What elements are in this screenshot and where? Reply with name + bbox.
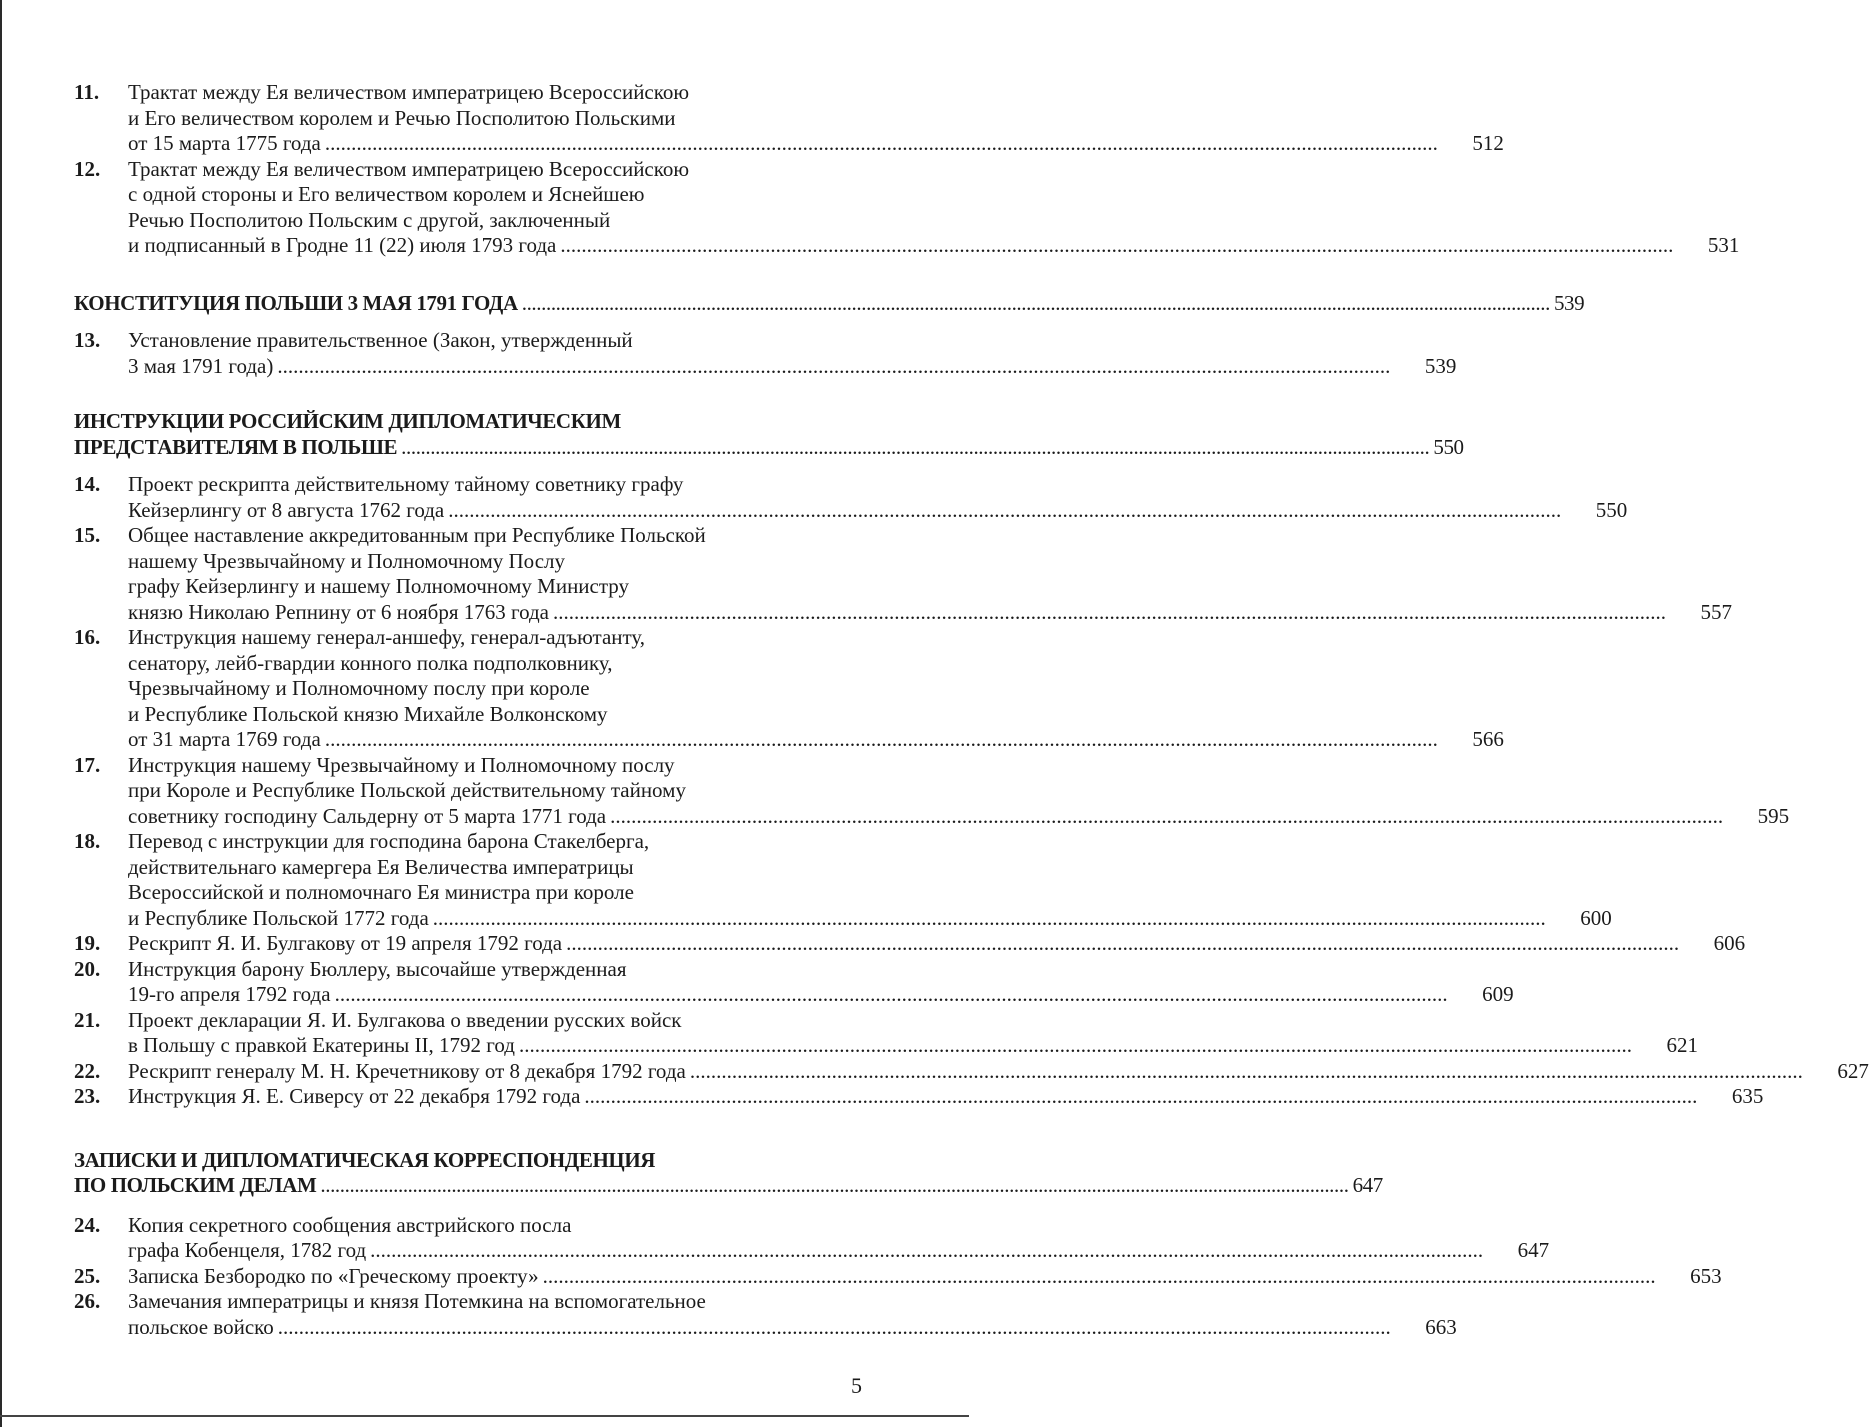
dot-leader [278,1315,1391,1341]
dot-leader [543,1264,1656,1290]
toc-line-last [128,1084,1763,1110]
dot-leader [584,1084,1697,1110]
entry-title [128,1264,1722,1290]
toc-line-text: Копия секретного сообщения австрийского посла [128,1212,572,1237]
dot-leader [325,131,1438,157]
toc-line [128,651,1504,677]
toc-line-last [128,727,1504,753]
toc-page-number: 600 [1580,905,1612,930]
entry-number: 24. [74,1212,101,1237]
toc-line-text: графа Кобенцеля, 1782 год [128,1238,367,1262]
toc-line [128,472,1627,498]
entry-title [128,1213,1549,1264]
toc-line-last [128,1264,1722,1290]
toc-line-last [128,1238,1549,1264]
entry-title [128,157,1739,259]
toc-line-text: Трактат между Ея величеством императрицею Всероссийскою [128,156,690,181]
entry-title [128,829,1612,931]
toc-line-text: от 31 марта 1769 года [128,727,321,751]
toc-line-text: и Его величеством королем и Речью Посполитою Польскими [128,105,676,130]
toc-line-text: при Короле и Республике Польской действительному тайному [128,778,686,802]
entry-title [128,1084,1763,1110]
entry-number: 12. [74,156,101,181]
entry-number: 25. [74,1263,101,1288]
toc-line-text: Проект декларации Я. И. Булгакова о введении русских войск [128,1007,682,1032]
toc-line-text: Рескрипт Я. И. Булгакову от 19 апреля 1792 года [128,931,563,955]
toc-line [128,702,1504,728]
entry-title [128,931,1745,957]
entry-title [128,523,1732,625]
toc-entry [74,1289,1457,1340]
dot-leader [690,1059,1803,1085]
toc-line-text: Всероссийской и полномочнаго Ея министра при короле [128,880,634,904]
toc-line-text: Перевод с инструкции для господина барона Стакелберга, [128,829,650,853]
toc-line-text: Речью Посполитою Польским с другой, заключенный [128,207,611,232]
toc-line-text: с одной стороны и Его величеством королем и Яснейшею [128,182,645,206]
toc-entry [74,1212,1550,1264]
toc-line [128,1213,1549,1239]
toc-page-number: 512 [1472,131,1504,155]
toc-line-text: действительнаго камергера Ея Величества императрицы [128,854,634,879]
toc-line-text: и Республике Польской князю Михайле Волконскому [128,701,608,726]
dot-leader [325,727,1438,753]
toc-line-text: польское войско [128,1314,274,1339]
toc-page-number: 550 [1595,497,1628,522]
toc-line-last [128,906,1612,932]
dot-leader [335,982,1448,1008]
entry-title [128,80,1504,157]
toc-line [128,625,1504,651]
toc-entry [74,625,1504,753]
entry-number: 26. [74,1289,101,1313]
toc-line [128,676,1504,702]
toc-line [128,328,1456,354]
toc-entry [74,1084,1764,1110]
entry-title [128,328,1456,379]
entry-number: 23. [74,1084,101,1108]
toc-entry [74,1263,1722,1290]
toc-entry [74,931,1746,957]
toc-page-number: 627 [1837,1058,1869,1083]
toc-page-number: 595 [1757,803,1790,828]
dot-leader [610,804,1723,830]
toc-line-last [128,982,1514,1008]
entry-title [128,1059,1869,1085]
toc-page-number: 539 [1553,290,1585,315]
toc-line-text: ЗАПИСКИ И ДИПЛОМАТИЧЕСКАЯ КОРРЕСПОНДЕНЦИЯ [74,1147,656,1172]
dot-leader [370,1238,1483,1264]
toc-page-number: 621 [1666,1033,1698,1057]
toc-line-text: Замечания императрицы и князя Потемкина на вспомогательное [128,1289,706,1313]
toc-line-text: в Польшу с правкой Екатерины II, 1792 год [128,1033,515,1057]
toc-line-last [128,1033,1698,1059]
toc-entry [74,1007,1698,1059]
toc-line [128,523,1732,549]
toc-line-text: ИНСТРУКЦИИ РОССИЙСКИМ ДИПЛОМАТИЧЕСКИМ [74,409,621,433]
toc-line-text: 19-го апреля 1792 года [128,982,331,1006]
toc-line-last [128,354,1456,380]
entry-number: 14. [74,472,101,496]
toc-entry [74,328,1457,379]
toc-line-text: ПО ПОЛЬСКИМ ДЕЛАМ [74,1173,317,1197]
toc-line [128,157,1739,183]
toc-page-number: 609 [1482,982,1514,1006]
dot-leader [522,291,1550,317]
toc-group [74,1147,1722,1341]
toc-line-text: Общее наставление аккредитованным при Республике Польской [128,523,706,547]
toc-page-number: 539 [1424,353,1457,378]
toc-line-text: Кейзерлингу от 8 августа 1762 года [128,497,445,522]
toc-line [128,855,1612,881]
toc-line-last [74,290,1585,317]
toc-page-number: 606 [1713,931,1746,955]
toc-line [128,880,1612,906]
toc-line-text: Трактат между Ея величеством императрицею Всероссийскою [128,80,690,104]
toc-page-number: 635 [1731,1084,1764,1108]
entry-number: 17. [74,752,101,777]
toc-line-text: князю Николаю Репнину от 6 ноября 1763 года [128,599,549,624]
toc-line-text: Инструкция нашему генерал-аншефу, генерал-адъютанту, [128,625,646,649]
toc-page-number: 557 [1700,599,1732,624]
toc-line-text: от 15 марта 1775 года [128,131,321,155]
toc-line [74,1148,874,1174]
entry-title [128,957,1514,1008]
toc-line [128,106,1504,132]
toc-page-number: 647 [1352,1173,1383,1197]
toc-line [128,80,1504,106]
toc-line-last [128,131,1504,157]
toc-entry [74,472,1628,523]
entry-title [128,753,1789,830]
toc-line-last [128,1059,1869,1085]
toc-line [74,409,874,435]
entry-number: 13. [74,328,101,352]
entry-number: 19. [74,931,101,955]
toc-line-text: 3 мая 1791 года) [128,353,274,378]
toc-line-last [74,1173,1383,1199]
toc-line [128,753,1789,779]
entry-title [128,472,1627,523]
toc-line-text: Установление правительственное (Закон, утвержденный [128,328,633,352]
toc-line-text: графу Кейзерлингу и нашему Полномочному Министру [128,574,630,598]
toc-line [128,778,1789,804]
toc-group [74,80,1740,259]
dot-leader [519,1033,1632,1059]
toc-line-last [128,233,1739,259]
toc-line-last [74,434,1464,461]
toc-line-text: сенатору, лейб-гвардии конного полка подполковнику, [128,650,613,675]
toc-page-number: 566 [1472,727,1504,751]
toc-line-last [128,931,1745,957]
toc-line-text: Записка Безбородко по «Греческому проекту» [128,1263,539,1288]
toc-line [128,1008,1698,1034]
dot-leader [566,931,1679,957]
toc-line-text: советнику господину Сальдерну от 5 марта 1771 года [128,803,607,828]
entry-title [128,625,1504,753]
page-bottom-border [0,1415,969,1417]
page-left-border [0,0,2,1427]
toc-line-text: ПРЕДСТАВИТЕЛЯМ В ПОЛЬШЕ [74,434,398,459]
entry-number: 16. [74,625,101,649]
toc-line-text: Инструкция барону Бюллеру, высочайше утвержденная [128,956,627,981]
section-heading [74,409,1464,460]
section-heading [74,1147,1383,1199]
toc-line [128,182,1739,208]
toc-entry [74,80,1504,157]
toc-line-text: Рескрипт генералу М. Н. Кречетникову от 8 декабря 1792 года [128,1058,686,1083]
toc-line-text: Проект рескрипта действительному тайному советнику графу [128,472,684,496]
dot-leader [277,354,1390,380]
entry-title [128,1008,1698,1059]
entry-number: 22. [74,1058,101,1083]
toc-line [128,1289,1457,1315]
toc-line [128,208,1739,234]
entry-number: 11. [74,80,100,104]
toc-line-text: КОНСТИТУЦИЯ ПОЛЬШИ 3 МАЯ 1791 ГОДА [74,290,518,315]
toc-entry [74,1058,1869,1085]
toc-page-number: 647 [1517,1238,1550,1262]
section-heading [74,290,1585,317]
toc-line [128,829,1612,855]
toc-entry [74,523,1732,625]
toc-entry [74,829,1612,931]
toc-group [74,409,1869,1110]
toc-line-text: Инструкция Я. Е. Сиверсу от 22 декабря 1792 года [128,1084,581,1108]
entry-number: 15. [74,523,101,547]
entry-number: 20. [74,956,101,981]
toc-page-number: 653 [1690,1263,1722,1288]
toc-line-last [128,1315,1457,1341]
toc-page-number: 550 [1433,434,1464,459]
toc-line-last [128,498,1627,524]
toc-line-text: Инструкция нашему Чрезвычайному и Полномочному послу [128,752,675,777]
toc-line-text: и подписанный в Гродне 11 (22) июля 1793 года [128,233,557,257]
toc-line-text: и Республике Польской 1772 года [128,905,429,930]
dot-leader [433,906,1546,932]
entry-title [128,1289,1457,1340]
toc-page-number: 531 [1707,233,1740,257]
dot-leader [320,1173,1348,1199]
toc-line-last [128,804,1789,830]
toc-line-text: нашему Чрезвычайному и Полномочному Послу [128,548,566,573]
toc-entry [74,752,1790,830]
toc-group [74,290,1585,380]
entry-number: 18. [74,829,101,853]
table-of-contents [74,80,1869,1340]
toc-line-last [128,600,1732,626]
dot-leader [448,498,1561,524]
dot-leader [560,233,1673,259]
toc-line [128,549,1732,575]
entry-number: 21. [74,1007,101,1032]
toc-entry [74,156,1740,259]
page-number: 5 [851,1373,862,1398]
toc-line [128,957,1514,983]
toc-entry [74,956,1514,1008]
toc-line-text: Чрезвычайному и Полномочному послу при короле [128,676,590,700]
toc-page-number: 663 [1425,1314,1457,1339]
toc-line [128,574,1732,600]
dot-leader [553,600,1666,626]
dot-leader [401,435,1429,461]
